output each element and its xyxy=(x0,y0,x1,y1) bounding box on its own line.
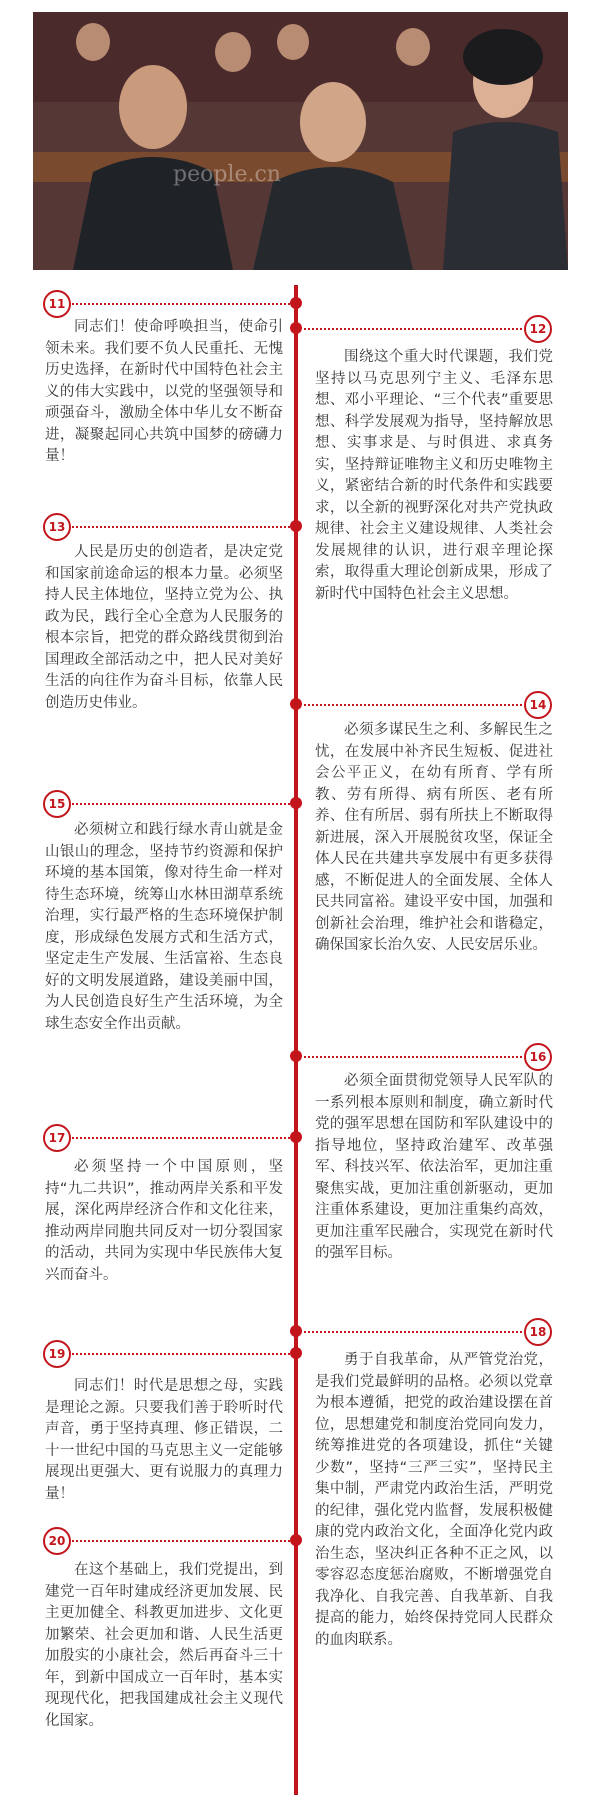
timeline-dot xyxy=(290,322,302,334)
section-number-badge: 14 xyxy=(524,691,552,719)
dotted-connector xyxy=(304,1331,522,1333)
timeline-spine xyxy=(294,285,298,1795)
timeline-dot xyxy=(290,1050,302,1062)
photo-scene xyxy=(33,12,568,270)
dotted-connector xyxy=(72,1540,290,1542)
dotted-connector xyxy=(304,328,522,330)
section-number-badge: 18 xyxy=(524,1318,552,1346)
section-paragraph: 同志们！时代是思想之母，实践是理论之源。只要我们善于聆听时代声音，勇于坚持真理、修正错误，二十一世纪中国的马克思主义一定能够展现出更强大、更有说服力的真理力量！ xyxy=(45,1378,283,1502)
dotted-connector xyxy=(72,526,290,528)
section-paragraph: 围绕这个重大时代课题，我们党坚持以马克思列宁主义、毛泽东思想、邓小平理论、“三个代表”重要思想、科学发展观为指导，坚持解放思想、实事求是、与时俱进、求真务实，坚持辩证唯物主义和历史唯物主义，紧密结合新的时代条件和实践要求，以全新的视野深化对共产党执政规律、社会主义建设规律、人类社会发展规律的认识，进行艰辛理论探索，取得重大理论创新成果，形成了新时代中国特色社会主义思想。 xyxy=(315,349,553,602)
timeline-dot xyxy=(290,1534,302,1546)
header-photo xyxy=(33,12,568,270)
section-paragraph: 同志们！使命呼唤担当，使命引领未来。我们要不负人民重托、无愧历史选择，在新时代中国特色社会主义的伟大实践中，以党的坚强领导和顽强奋斗，激励全体中华儿女不断奋进，凝聚起同心共筑中国梦的磅礴力量！ xyxy=(45,319,283,464)
timeline-dot xyxy=(290,297,302,309)
dotted-connector xyxy=(72,803,290,805)
section-paragraph: 在这个基础上，我们党提出，到建党一百年时建成经济更加发展、民主更加健全、科教更加进步、文化更加繁荣、社会更加和谐、人民生活更加殷实的小康社会，然后再奋斗三十年，到新中国成立一百年时，基本实现现代化，把我国建成社会主义现代化国家。 xyxy=(45,1562,283,1729)
dotted-connector xyxy=(72,1137,290,1139)
timeline-dot xyxy=(290,698,302,710)
section-number-badge: 15 xyxy=(43,790,71,818)
section-paragraph: 人民是历史的创造者，是决定党和国家前途命运的根本力量。必须坚持人民主体地位，坚持立党为公、执政为民，践行全心全意为人民服务的根本宗旨，把党的群众路线贯彻到治国理政全部活动之中，把人民对美好生活的向往作为奋斗目标，依靠人民创造历史伟业。 xyxy=(45,544,283,711)
timeline-dot xyxy=(290,1347,302,1359)
section-paragraph: 必须坚持一个中国原则，坚持“九二共识”，推动两岸关系和平发展，深化两岸经济合作和文化往来，推动两岸同胞共同反对一切分裂国家的活动，共同为实现中华民族伟大复兴而奋斗。 xyxy=(45,1159,283,1283)
dotted-connector xyxy=(72,303,290,305)
section-paragraph: 必须树立和践行绿水青山就是金山银山的理念，坚持节约资源和保护环境的基本国策，像对待生命一样对待生态环境，统筹山水林田湖草系统治理，实行最严格的生态环境保护制度，形成绿色发展方式和生活方式，坚定走生产发展、生活富裕、生态良好的文明发展道路，建设美丽中国，为人民创造良好生产生活环境，为全球生态安全作出贡献。 xyxy=(45,822,283,1032)
dotted-connector xyxy=(72,1353,290,1355)
section-number-badge: 20 xyxy=(43,1527,71,1555)
section-number-badge: 17 xyxy=(43,1124,71,1152)
section-paragraph: 必须多谋民生之利、多解民生之忧，在发展中补齐民生短板、促进社会公平正义，在幼有所育、学有所教、劳有所得、病有所医、老有所养、住有所居、弱有所扶上不断取得新进展，深入开展脱贫攻坚，保证全体人民在共建共享发展中有更多获得感，不断促进人的全面发展、全体人民共同富裕。建设平安中国，加强和创新社会治理，维护社会和谐稳定，确保国家长治久安、人民安居乐业。 xyxy=(315,722,553,953)
dotted-connector xyxy=(304,704,522,706)
section-paragraph: 勇于自我革命，从严管党治党，是我们党最鲜明的品格。必须以党章为根本遵循，把党的政治建设摆在首位，思想建党和制度治党同向发力，统筹推进党的各项建设，抓住“关键少数”，坚持“三严三实”，坚持民主集中制，严肃党内政治生活，严明党的纪律，强化党内监督，发展积极健康的党内政治文化，全面净化党内政治生态，坚决纠正各种不正之风，以零容忍态度惩治腐败，不断增强党自我净化、自我完善、自我革新、自我提高的能力，始终保持党同人民群众的血肉联系。 xyxy=(315,1352,553,1648)
section-number-badge: 12 xyxy=(524,315,552,343)
section-paragraph: 必须全面贯彻党领导人民军队的一系列根本原则和制度，确立新时代党的强军思想在国防和军队建设中的指导地位，坚持政治建军、改革强军、科技兴军、依法治军，更加注重聚焦实战，更加注重创新驱动，更加注重体系建设，更加注重集约高效，更加注重军民融合，实现党在新时代的强军目标。 xyxy=(315,1073,553,1261)
section-number-badge: 13 xyxy=(43,513,71,541)
timeline-dot xyxy=(290,797,302,809)
timeline-dot xyxy=(290,1325,302,1337)
dotted-connector xyxy=(304,1056,522,1058)
section-number-badge: 19 xyxy=(43,1340,71,1368)
section-number-badge: 11 xyxy=(43,290,71,318)
photo-watermark: people.cn xyxy=(173,162,281,187)
timeline-dot xyxy=(290,520,302,532)
section-number-badge: 16 xyxy=(524,1043,552,1071)
timeline-dot xyxy=(290,1131,302,1143)
